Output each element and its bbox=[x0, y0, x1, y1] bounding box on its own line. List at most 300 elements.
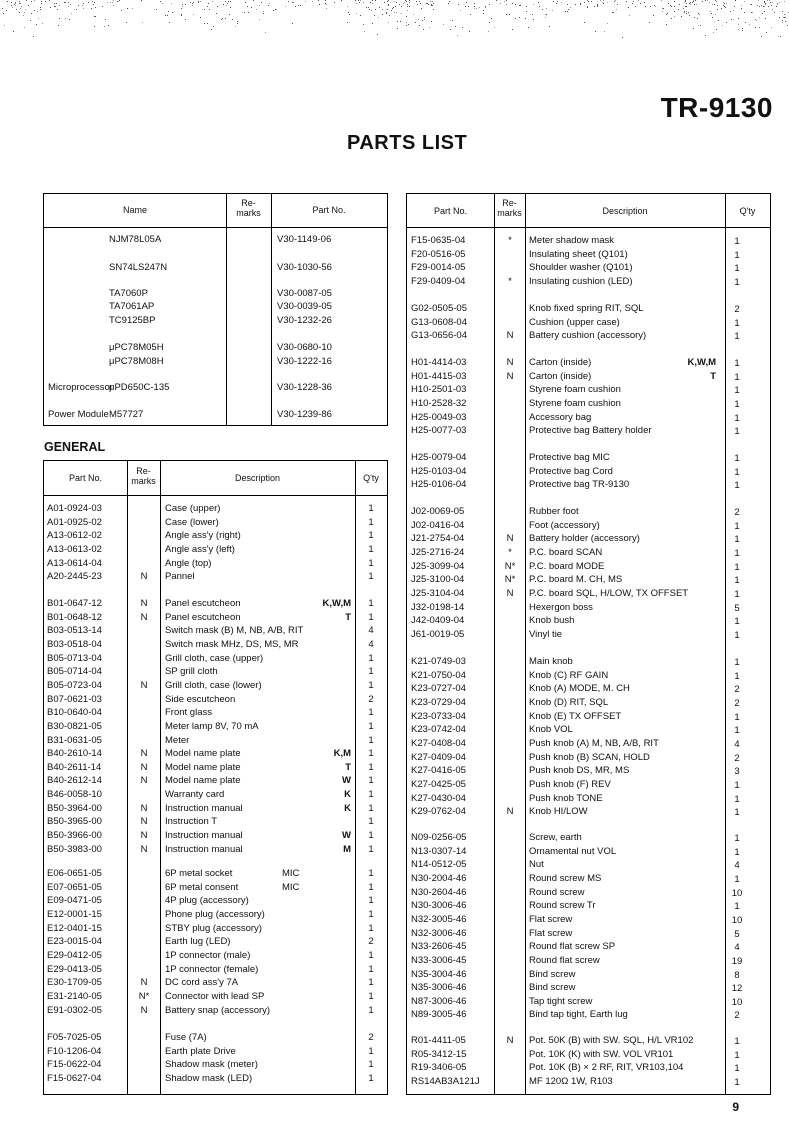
market-code: K,W,M bbox=[322, 598, 351, 609]
quantity: 1 bbox=[734, 1049, 740, 1061]
remarks-mark: N* bbox=[504, 574, 516, 586]
quantity: 1 bbox=[368, 922, 374, 934]
remarks-mark: * bbox=[508, 546, 512, 558]
quantity: 1 bbox=[368, 571, 374, 583]
remarks-mark: N* bbox=[138, 990, 150, 1002]
quantity: 1 bbox=[734, 547, 740, 559]
quantity: 1 bbox=[368, 557, 374, 569]
part-number: J25-3100-04 bbox=[411, 574, 465, 586]
description: Grill cloth, case (lower) bbox=[165, 679, 262, 691]
part-number: J61-0019-05 bbox=[411, 628, 465, 640]
description: Insulating cushion (LED) bbox=[529, 275, 633, 287]
description: Flat screw bbox=[529, 927, 573, 939]
description: Insulating sheet (Q101) bbox=[529, 248, 628, 260]
description: Protective bag TR-9130 bbox=[529, 479, 630, 491]
ic-name: TC9125BP bbox=[109, 315, 156, 326]
description: Earth lug (LED) bbox=[165, 936, 231, 948]
quantity: 1 bbox=[734, 588, 740, 600]
remarks-mark: N bbox=[140, 977, 148, 989]
quantity: 1 bbox=[368, 1059, 374, 1071]
header-remarks: Re- marks bbox=[236, 198, 261, 218]
description: Round screw Tr bbox=[529, 900, 596, 912]
part-number: B10-0640-04 bbox=[47, 707, 102, 719]
quantity: 1 bbox=[368, 1072, 374, 1084]
part-number: R19-3406-05 bbox=[411, 1062, 467, 1074]
part-number: G13-0656-04 bbox=[411, 330, 467, 342]
quantity: 1 bbox=[734, 575, 740, 587]
part-number: K27-0416-05 bbox=[411, 765, 466, 777]
part-number: F29-0014-05 bbox=[411, 262, 466, 274]
header-part-no: Part No. bbox=[433, 206, 467, 216]
description: Knob fixed spring RIT, SQL bbox=[529, 303, 644, 314]
description: Vinyl tie bbox=[529, 628, 563, 640]
quantity: 1 bbox=[368, 1045, 374, 1057]
market-code: K,W,M bbox=[687, 357, 716, 368]
part-number: E91-0302-05 bbox=[47, 1004, 102, 1016]
description: P.C. board SQL, H/LOW, TX OFFSET bbox=[529, 587, 689, 599]
description: 6P metal socket bbox=[165, 868, 233, 879]
market-code: W bbox=[342, 830, 351, 842]
description: Case (lower) bbox=[165, 516, 219, 528]
market-code: T bbox=[710, 370, 716, 382]
part-number: A01-0925-02 bbox=[47, 516, 102, 528]
remarks-mark: N bbox=[140, 1004, 148, 1016]
quantity: 10 bbox=[731, 887, 743, 899]
ic-name: TA7061AP bbox=[109, 301, 155, 312]
quantity: 1 bbox=[734, 317, 740, 329]
description: Protective bag MIC bbox=[529, 452, 610, 463]
quantity: 1 bbox=[734, 616, 740, 628]
description: Battery cushion (accessory) bbox=[529, 330, 647, 342]
part-number: B50-3983-00 bbox=[47, 843, 102, 855]
remarks-mark: N bbox=[506, 357, 514, 368]
remarks-mark: N bbox=[140, 843, 148, 855]
section-title-general: GENERAL bbox=[44, 440, 106, 454]
quantity: 4 bbox=[368, 625, 374, 637]
market-code: K bbox=[344, 789, 351, 801]
quantity: 1 bbox=[368, 748, 374, 760]
quantity: 1 bbox=[368, 543, 374, 555]
part-number: E29-0413-05 bbox=[47, 963, 102, 975]
part-number: H25-0079-04 bbox=[411, 452, 467, 463]
part-number: B46-0058-10 bbox=[47, 789, 102, 801]
quantity: 19 bbox=[731, 955, 743, 967]
description: Knob VOL bbox=[529, 724, 573, 736]
description: Side escutcheon bbox=[165, 693, 236, 705]
description: Hexergon boss bbox=[529, 601, 593, 613]
parts-table-right bbox=[406, 193, 771, 1095]
ic-part-number: V30-1232-26 bbox=[277, 315, 332, 326]
quantity: 1 bbox=[368, 1004, 374, 1016]
part-number: E12-0401-15 bbox=[47, 922, 102, 934]
description: Model name plate bbox=[165, 748, 241, 760]
quantity: 1 bbox=[734, 807, 740, 819]
quantity: 5 bbox=[734, 602, 740, 614]
market-code: T bbox=[345, 761, 351, 773]
part-number: A01-0924-03 bbox=[47, 503, 102, 514]
quantity: 1 bbox=[734, 629, 740, 641]
description: Cushion (upper case) bbox=[529, 316, 620, 328]
remarks-mark: * bbox=[508, 275, 512, 287]
description: Push knob DS, MR, MS bbox=[529, 765, 630, 777]
description: Switch mask (B) M, NB, A/B, RIT bbox=[165, 625, 304, 637]
quantity: 2 bbox=[368, 693, 374, 705]
part-number: H25-0077-03 bbox=[411, 425, 467, 437]
quantity: 10 bbox=[731, 996, 743, 1008]
part-number: B03-0518-04 bbox=[47, 638, 102, 650]
description: STBY plug (accessory) bbox=[165, 922, 262, 934]
part-number: N13-0307-14 bbox=[411, 845, 467, 857]
ic-part-number: V30-1030-56 bbox=[277, 262, 332, 273]
part-number: N33-2606-45 bbox=[411, 941, 467, 953]
description: Bind screw bbox=[529, 982, 576, 994]
quantity: 1 bbox=[734, 846, 740, 858]
remarks-mark: N bbox=[140, 598, 148, 609]
quantity: 1 bbox=[368, 816, 374, 828]
description: Round screw bbox=[529, 886, 585, 898]
part-number: N35-3004-46 bbox=[411, 968, 467, 980]
part-number: F10-1206-04 bbox=[47, 1045, 102, 1057]
description: Bind screw bbox=[529, 968, 576, 980]
part-number: G13-0608-04 bbox=[411, 316, 467, 328]
quantity: 1 bbox=[734, 1036, 740, 1047]
part-number: E31-2140-05 bbox=[47, 990, 102, 1002]
part-number: B40-2610-14 bbox=[47, 748, 102, 760]
header-description: Description bbox=[234, 473, 281, 483]
description: Meter shadow mask bbox=[529, 235, 615, 246]
description: Switch mask MHz, DS, MS, MR bbox=[165, 638, 299, 650]
quantity: 2 bbox=[368, 936, 374, 948]
remarks-mark: N bbox=[140, 802, 148, 814]
part-number: B05-0714-04 bbox=[47, 666, 102, 678]
description: Battery holder (accessory) bbox=[529, 533, 640, 545]
description: Push knob (B) SCAN, HOLD bbox=[529, 751, 650, 763]
header-qty: Q'ty bbox=[739, 206, 756, 216]
header-description: Description bbox=[602, 206, 648, 216]
part-number: K27-0408-04 bbox=[411, 737, 466, 749]
part-number: H01-4414-03 bbox=[411, 357, 467, 368]
description: Warranty card bbox=[165, 789, 225, 801]
quantity: 1 bbox=[368, 963, 374, 975]
row-category-label: Microprocessor bbox=[48, 382, 113, 393]
model-number: TR-9130 bbox=[660, 92, 773, 123]
part-number: N87-3006-46 bbox=[411, 995, 467, 1007]
quantity: 1 bbox=[368, 516, 374, 528]
scan-noise-band bbox=[0, 0, 789, 42]
part-number: N30-2004-46 bbox=[411, 872, 467, 884]
part-number: H25-0103-04 bbox=[411, 465, 467, 477]
part-number: B30-0821-05 bbox=[47, 720, 102, 732]
part-number: RS14AB3A121J bbox=[411, 1075, 480, 1087]
quantity: 1 bbox=[368, 598, 374, 609]
part-number: R01-4411-05 bbox=[411, 1035, 466, 1046]
quantity: 1 bbox=[734, 480, 740, 492]
ic-name: NJM78L05A bbox=[109, 234, 162, 245]
ic-name: μPC78M05H bbox=[109, 342, 164, 353]
market-code: M bbox=[343, 843, 351, 855]
part-number: K29-0762-04 bbox=[411, 806, 466, 818]
description: 4P plug (accessory) bbox=[165, 895, 249, 907]
part-number: F05-7025-05 bbox=[47, 1032, 102, 1043]
quantity: 1 bbox=[734, 249, 740, 261]
description: Push knob TONE bbox=[529, 792, 603, 804]
description: Styrene foam cushion bbox=[529, 397, 621, 409]
part-number: K21-0750-04 bbox=[411, 669, 466, 681]
part-number: E12-0001-15 bbox=[47, 908, 102, 920]
quantity: 2 bbox=[734, 684, 740, 696]
ic-name: SN74LS247N bbox=[109, 262, 168, 273]
description: Round flat screw bbox=[529, 954, 600, 966]
quantity: 1 bbox=[368, 666, 374, 678]
part-number: N32-3005-46 bbox=[411, 913, 467, 925]
header-remarks: Re- marks bbox=[497, 198, 522, 218]
description: Panel escutcheon bbox=[165, 598, 241, 609]
part-number: F15-0622-04 bbox=[47, 1059, 102, 1071]
description: P.C. board SCAN bbox=[529, 546, 603, 558]
market-code: K bbox=[344, 802, 351, 814]
quantity: 1 bbox=[368, 789, 374, 801]
ic-name: μPC78M08H bbox=[109, 356, 164, 367]
part-number: A20-2445-23 bbox=[47, 571, 102, 583]
part-number: N35-3006-46 bbox=[411, 982, 467, 994]
quantity: 2 bbox=[368, 1032, 374, 1043]
quantity: 1 bbox=[368, 949, 374, 961]
part-number: N14-0512-05 bbox=[411, 859, 467, 871]
description: Front glass bbox=[165, 707, 212, 719]
description: Knob HI/LOW bbox=[529, 806, 588, 818]
quantity: 1 bbox=[734, 833, 740, 844]
part-number: K21-0749-03 bbox=[411, 656, 466, 667]
remarks-mark: N bbox=[140, 571, 148, 583]
description: Phone plug (accessory) bbox=[165, 908, 265, 920]
description: Knob (C) RF GAIN bbox=[529, 669, 609, 681]
quantity: 1 bbox=[734, 779, 740, 791]
part-number: J32-0198-14 bbox=[411, 601, 465, 613]
quantity: 1 bbox=[734, 711, 740, 723]
header-qty: Q'ty bbox=[363, 473, 379, 483]
description: Round screw MS bbox=[529, 872, 602, 884]
part-number: R05-3412-15 bbox=[411, 1048, 467, 1060]
quantity: 5 bbox=[734, 928, 740, 940]
remarks-mark: N bbox=[140, 775, 148, 787]
description: Meter lamp 8V, 70 mA bbox=[165, 720, 259, 732]
quantity: 1 bbox=[734, 873, 740, 885]
part-number: B50-3964-00 bbox=[47, 802, 102, 814]
quantity: 1 bbox=[734, 1076, 740, 1088]
description: Screw, earth bbox=[529, 832, 582, 843]
part-number: G02-0505-05 bbox=[411, 303, 467, 314]
quantity: 1 bbox=[734, 358, 740, 369]
part-number: K23-0727-04 bbox=[411, 683, 466, 695]
remarks-mark: N bbox=[140, 748, 148, 760]
quantity: 1 bbox=[368, 881, 374, 893]
remarks-mark: N bbox=[140, 611, 148, 623]
row-category-label: Power Module bbox=[48, 409, 109, 420]
description: Shoulder washer (Q101) bbox=[529, 262, 633, 274]
part-number: B01-0647-12 bbox=[47, 598, 102, 609]
quantity: 4 bbox=[734, 860, 740, 872]
description: Tap tight screw bbox=[529, 995, 593, 1007]
part-number: B50-3965-00 bbox=[47, 816, 102, 828]
description: DC cord ass'y 7A bbox=[165, 977, 239, 989]
description: Instruction manual bbox=[165, 830, 243, 842]
remarks-mark: N bbox=[506, 370, 514, 382]
ic-name: TA7060P bbox=[109, 288, 148, 299]
remarks-mark: N bbox=[506, 806, 514, 818]
quantity: 1 bbox=[368, 720, 374, 732]
remarks-mark: N bbox=[506, 587, 514, 599]
quantity: 1 bbox=[734, 793, 740, 805]
part-number: B31-0631-05 bbox=[47, 734, 102, 746]
description: Round flat screw SP bbox=[529, 941, 616, 953]
description: 6P metal consent bbox=[165, 881, 239, 893]
part-number: K23-0733-04 bbox=[411, 710, 466, 722]
description: Grill cloth, case (upper) bbox=[165, 652, 264, 664]
quantity: 1 bbox=[368, 843, 374, 855]
description: Case (upper) bbox=[165, 503, 221, 514]
part-number: F29-0409-04 bbox=[411, 275, 466, 287]
quantity: 1 bbox=[734, 371, 740, 383]
quantity: 2 bbox=[734, 304, 740, 315]
quantity: 1 bbox=[368, 830, 374, 842]
ic-part-number: V30-0087-05 bbox=[277, 288, 332, 299]
description: SP grill cloth bbox=[165, 666, 218, 678]
description: MF 120Ω 1W, R103 bbox=[529, 1075, 613, 1087]
description: Push knob (A) M, NB, A/B, RIT bbox=[529, 737, 659, 749]
part-number: N09-0256-05 bbox=[411, 832, 467, 843]
part-number: J02-0069-05 bbox=[411, 506, 465, 517]
quantity: 4 bbox=[734, 942, 740, 954]
description: Instruction manual bbox=[165, 802, 243, 814]
remarks-mark: N bbox=[506, 330, 514, 342]
quantity: 1 bbox=[368, 652, 374, 664]
part-number: E09-0471-05 bbox=[47, 895, 102, 907]
quantity: 1 bbox=[368, 530, 374, 542]
quantity: 1 bbox=[368, 761, 374, 773]
ic-part-number: V30-0039-05 bbox=[277, 301, 332, 312]
part-number: B40-2611-14 bbox=[47, 761, 102, 773]
quantity: 1 bbox=[734, 670, 740, 682]
description: Angle ass'y (left) bbox=[165, 543, 235, 555]
quantity: 3 bbox=[734, 766, 740, 778]
connector-label: MIC bbox=[282, 881, 300, 893]
description: Pannel bbox=[165, 571, 195, 583]
quantity: 1 bbox=[368, 990, 374, 1002]
quantity: 1 bbox=[734, 263, 740, 275]
remarks-mark: N* bbox=[504, 560, 516, 572]
part-number: H25-0049-03 bbox=[411, 411, 467, 423]
quantity: 1 bbox=[368, 977, 374, 989]
quantity: 1 bbox=[368, 611, 374, 623]
ic-part-number: V30-1149-06 bbox=[277, 234, 332, 245]
description: Ornamental nut VOL bbox=[529, 845, 617, 857]
remarks-mark: * bbox=[508, 235, 512, 246]
part-number: H10-2528-32 bbox=[411, 397, 467, 409]
ic-part-number: V30-1228-36 bbox=[277, 382, 332, 393]
description: Angle (top) bbox=[165, 557, 212, 569]
quantity: 1 bbox=[734, 1063, 740, 1075]
description: Angle ass'y (right) bbox=[165, 530, 241, 542]
part-number: B03-0513-14 bbox=[47, 625, 102, 637]
ic-name: μPD650C-135 bbox=[109, 382, 170, 393]
ic-part-number: V30-1222-16 bbox=[277, 356, 332, 367]
part-number: F20-0516-05 bbox=[411, 248, 466, 260]
page-number: 9 bbox=[732, 1100, 739, 1114]
quantity: 1 bbox=[368, 895, 374, 907]
market-code: T bbox=[345, 611, 351, 623]
quantity: 1 bbox=[734, 466, 740, 478]
part-number: B05-0713-04 bbox=[47, 652, 102, 664]
description: P.C. board MODE bbox=[529, 560, 605, 572]
quantity: 1 bbox=[368, 503, 374, 514]
description: 1P connector (male) bbox=[165, 949, 251, 961]
description: Bind tap tight, Earth lug bbox=[529, 1009, 628, 1021]
quantity: 1 bbox=[368, 734, 374, 746]
part-number: J42-0409-04 bbox=[411, 615, 465, 627]
description: P.C. board M. CH, MS bbox=[529, 574, 623, 586]
quantity: 8 bbox=[734, 969, 740, 981]
description: Knob (E) TX OFFSET bbox=[529, 710, 622, 722]
description: Instruction manual bbox=[165, 843, 243, 855]
description: Accessory bag bbox=[529, 411, 592, 423]
part-number: N30-2604-46 bbox=[411, 886, 467, 898]
part-number: E29-0412-05 bbox=[47, 949, 102, 961]
ic-table bbox=[43, 193, 388, 426]
description: Shadow mask (LED) bbox=[165, 1072, 253, 1084]
quantity: 1 bbox=[368, 868, 374, 879]
description: Panel escutcheon bbox=[165, 611, 241, 623]
description: Main knob bbox=[529, 656, 573, 667]
description: Pot. 50K (B) with SW. SQL, H/L VR102 bbox=[529, 1035, 694, 1046]
quantity: 1 bbox=[734, 412, 740, 424]
description: Instruction T bbox=[165, 816, 218, 828]
quantity: 1 bbox=[734, 236, 740, 247]
part-number: B07-0621-03 bbox=[47, 693, 102, 705]
quantity: 2 bbox=[734, 507, 740, 518]
description: Battery snap (accessory) bbox=[165, 1004, 271, 1016]
part-number: K27-0409-04 bbox=[411, 751, 466, 763]
general-table bbox=[43, 460, 388, 1095]
description: Knob (A) MODE, M. CH bbox=[529, 683, 630, 695]
quantity: 1 bbox=[734, 398, 740, 410]
part-number: B05-0723-04 bbox=[47, 679, 102, 691]
description: Protective bag Cord bbox=[529, 465, 613, 477]
quantity: 4 bbox=[734, 738, 740, 750]
header-part-no: Part No. bbox=[68, 473, 102, 483]
part-number: J21-2754-04 bbox=[411, 533, 465, 545]
quantity: 1 bbox=[734, 725, 740, 737]
connector-label: MIC bbox=[282, 868, 300, 879]
description: Carton (inside) bbox=[529, 370, 592, 382]
description: Model name plate bbox=[165, 761, 241, 773]
description: Carton (inside) bbox=[529, 357, 592, 368]
part-number: K23-0729-04 bbox=[411, 696, 466, 708]
quantity: 4 bbox=[368, 638, 374, 650]
part-number: N89-3005-46 bbox=[411, 1009, 467, 1021]
part-number: N32-3006-46 bbox=[411, 927, 467, 939]
description: Shadow mask (meter) bbox=[165, 1059, 258, 1071]
quantity: 1 bbox=[368, 908, 374, 920]
part-number: E07-0651-05 bbox=[47, 881, 102, 893]
part-number: H25-0106-04 bbox=[411, 479, 467, 491]
ic-part-number: V30-1239-86 bbox=[277, 409, 332, 420]
part-number: K27-0430-04 bbox=[411, 792, 466, 804]
part-number: F15-0627-04 bbox=[47, 1072, 102, 1084]
part-number: H01-4415-03 bbox=[411, 370, 467, 382]
description: 1P connector (female) bbox=[165, 963, 259, 975]
part-number: N30-3006-46 bbox=[411, 900, 467, 912]
header-name: Name bbox=[122, 205, 147, 215]
